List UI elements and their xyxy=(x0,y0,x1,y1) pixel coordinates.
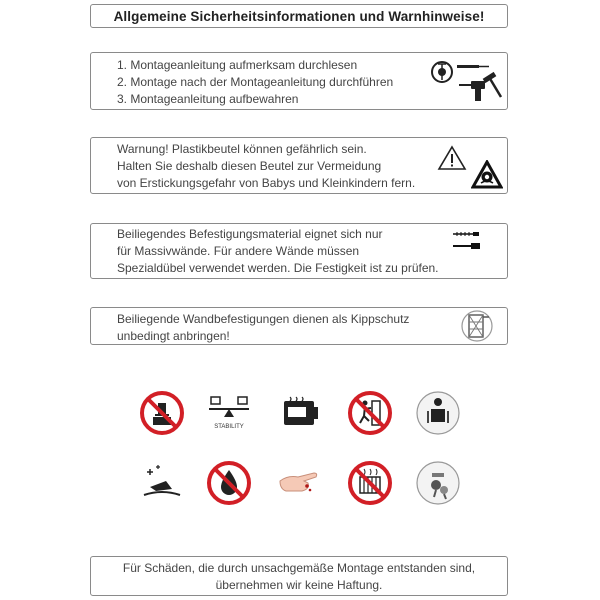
fixing-material-box xyxy=(90,223,508,279)
tipping-protection-text xyxy=(117,311,409,345)
plastic-bag-warning-text xyxy=(117,141,415,192)
tipping-protection-box xyxy=(90,307,508,345)
bag-warning-line-2: Halten Sie deshalb diesen Beutel zur Vermeidung xyxy=(117,159,382,173)
bag-warning-line-1: Warnung! Plastikbeutel können gefährlich sein. xyxy=(117,142,367,156)
sharp-edge-hand-icon xyxy=(274,459,322,507)
assembly-instructions-text xyxy=(117,57,393,108)
fixing-line-1: Beiliegendes Befestigungsmaterial eignet sich nur xyxy=(117,227,383,241)
disclaimer-line-2: übernehmen wir keine Haftung. xyxy=(215,578,383,592)
tipping-line-1: Beiliegende Wandbefestigungen dienen als Kippschutz xyxy=(117,312,410,326)
stability-label: STABILITY xyxy=(214,424,244,430)
keys-hazard-icon xyxy=(414,459,462,507)
microwave-icon xyxy=(276,389,324,437)
suffocation-warning-icon xyxy=(471,160,503,190)
fixing-line-2: für Massivwände. Für andere Wände müssen xyxy=(117,244,360,258)
fixing-line-3: Spezialdübel verwendet werden. Die Festigkeit ist zu prüfen. xyxy=(117,261,439,275)
tipping-line-2: unbedingt anbringen! xyxy=(117,329,230,343)
dry-cleaning-icon xyxy=(138,459,186,507)
warning-triangle-icon xyxy=(437,145,467,171)
no-heating-icon xyxy=(346,459,394,507)
liability-disclaimer-text xyxy=(91,560,507,594)
bag-warning-line-3: von Erstickungsgefahr von Babys und Kleinkindern fern. xyxy=(117,176,416,190)
no-liquids-icon xyxy=(205,459,253,507)
assembly-line-1: 1. Montageanleitung aufmerksam durchlesen xyxy=(117,58,358,72)
no-climbing-icon xyxy=(346,389,394,437)
plastic-bag-warning-box xyxy=(90,137,508,194)
adult-assembly-icon xyxy=(414,389,462,437)
assembly-line-2: 2. Montage nach der Montageanleitung durchführen xyxy=(117,75,394,89)
assembly-line-3: 3. Montageanleitung aufbewahren xyxy=(117,92,299,106)
no-load-prohibition-icon xyxy=(138,389,186,437)
fixing-material-text xyxy=(117,226,439,277)
title-box xyxy=(90,4,508,28)
liability-disclaimer-box xyxy=(90,556,508,596)
screw-and-dowel-icon xyxy=(451,228,483,252)
page-title: Allgemeine Sicherheitsinformationen und Warnhinweise! xyxy=(113,8,485,24)
shelf-wall-anchor-icon xyxy=(459,309,495,343)
tools-icon xyxy=(429,55,505,107)
stability-icon xyxy=(205,389,253,437)
disclaimer-line-1: Für Schäden, die durch unsachgemäße Montage entstanden sind, xyxy=(122,561,476,575)
assembly-instructions-box xyxy=(90,52,508,110)
